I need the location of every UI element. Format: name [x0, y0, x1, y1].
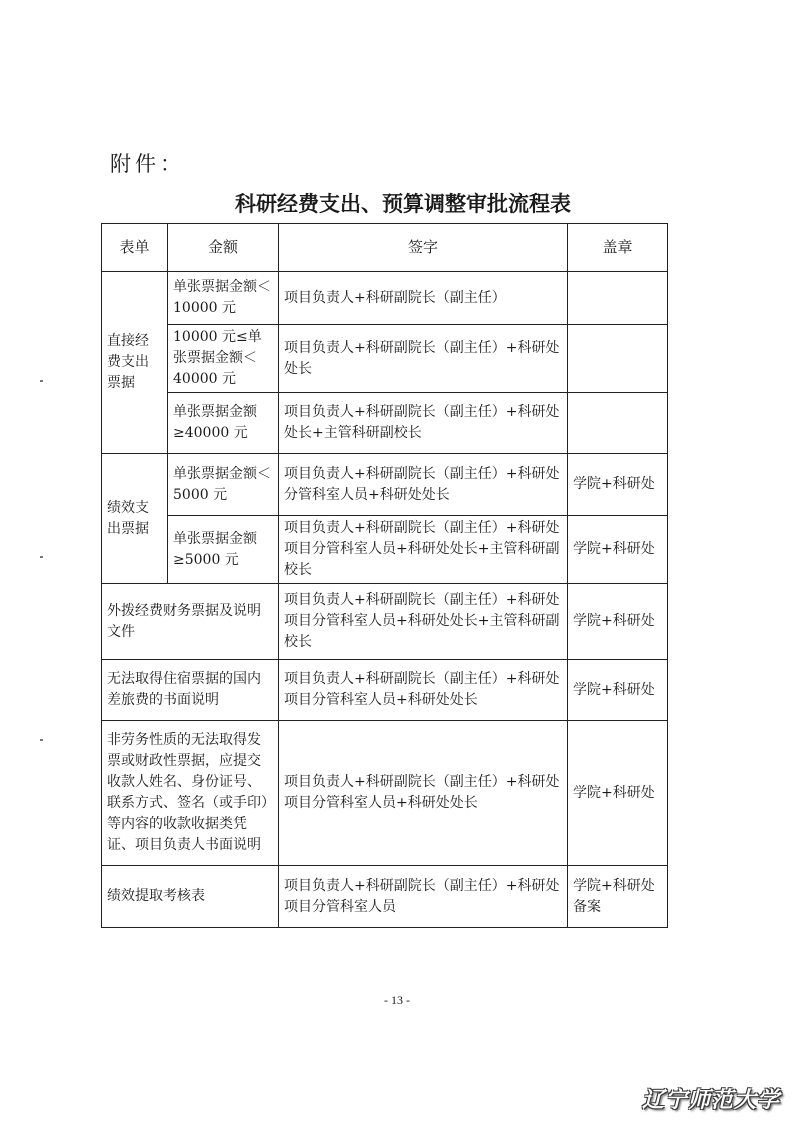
form-cell: 非劳务性质的无法取得发票或财政性票据，应提交收款人姓名、身份证号、联系方式、签名（或手印）等内容的收款收据类凭证、项目负责人书面说明 — [102, 721, 279, 866]
amount-cell: 单张票据金额≥5000 元 — [168, 516, 279, 584]
scan-dot — [40, 739, 43, 741]
page-number: - 13 - — [384, 993, 410, 1007]
table-row — [102, 454, 668, 516]
signature-cell: 项目负责人+科研副院长（副主任）+科研处处长 — [279, 325, 568, 393]
signature-cell: 项目负责人+科研副院长（副主任）+科研处项目分管科室人员+科研处处长+主管科研副校长 — [279, 584, 568, 660]
seal-cell — [568, 393, 668, 454]
table-row — [102, 393, 668, 454]
table-row — [102, 660, 668, 721]
seal-cell: 学院+科研处 — [568, 584, 668, 660]
header-form: 表单 — [102, 224, 168, 272]
document-title: 科研经费支出、预算调整审批流程表 — [235, 191, 571, 216]
table-row — [102, 866, 668, 928]
table-row — [102, 325, 668, 393]
table-row — [102, 584, 668, 660]
signature-cell: 项目负责人+科研副院长（副主任）+科研处项目分管科室人员+科研处处长 — [279, 660, 568, 721]
approval-flow-table — [101, 223, 668, 928]
seal-cell: 学院+科研处 — [568, 454, 668, 516]
seal-cell: 学院+科研处 — [568, 660, 668, 721]
attachment-label: 附件： — [110, 152, 185, 176]
signature-cell: 项目负责人+科研副院长（副主任）+科研处项目分管科室人员+科研处处长+主管科研副校长 — [279, 516, 568, 584]
amount-cell: 10000 元≤单张票据金额＜40000 元 — [168, 325, 279, 393]
seal-cell: 学院+科研处 — [568, 721, 668, 866]
form-cell: 绩效提取考核表 — [102, 866, 279, 928]
seal-cell — [568, 272, 668, 325]
header-signature: 签字 — [279, 224, 568, 272]
signature-cell: 项目负责人+科研副院长（副主任）+科研处分管科室人员+科研处处长 — [279, 454, 568, 516]
seal-cell: 学院+科研处 — [568, 516, 668, 584]
form-cell: 绩效支出票据 — [102, 454, 168, 584]
university-watermark: 辽宁师范大学 — [641, 1088, 780, 1113]
header-seal: 盖章 — [568, 224, 668, 272]
table-row — [102, 516, 668, 584]
seal-cell: 学院+科研处备案 — [568, 866, 668, 928]
amount-cell: 单张票据金额＜10000 元 — [168, 272, 279, 325]
form-cell: 外拨经费财务票据及说明文件 — [102, 584, 279, 660]
signature-cell: 项目负责人+科研副院长（副主任）+科研处处长+主管科研副校长 — [279, 393, 568, 454]
table-row — [102, 272, 668, 325]
signature-cell: 项目负责人+科研副院长（副主任） — [279, 272, 568, 325]
form-cell: 无法取得住宿票据的国内差旅费的书面说明 — [102, 660, 279, 721]
scan-dot — [40, 556, 43, 558]
table-header-row — [102, 224, 668, 272]
signature-cell: 项目负责人+科研副院长（副主任）+科研处项目分管科室人员 — [279, 866, 568, 928]
table-row — [102, 721, 668, 866]
amount-cell: 单张票据金额≥40000 元 — [168, 393, 279, 454]
signature-cell: 项目负责人+科研副院长（副主任）+科研处项目分管科室人员+科研处处长 — [279, 721, 568, 866]
seal-cell — [568, 325, 668, 393]
scan-dot — [40, 380, 43, 382]
form-cell: 直接经费支出票据 — [102, 272, 168, 454]
header-amount: 金额 — [168, 224, 279, 272]
amount-cell: 单张票据金额＜5000 元 — [168, 454, 279, 516]
